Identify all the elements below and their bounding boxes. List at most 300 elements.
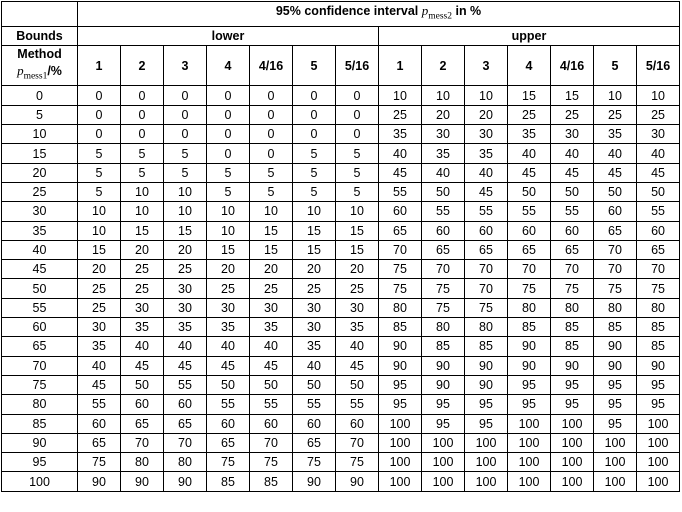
row-method-value: 45 (2, 260, 78, 279)
title-variable: $p_{mess2}$ (421, 3, 452, 22)
row-method-value: 50 (2, 279, 78, 298)
upper-bound-cell: 100 (637, 453, 680, 472)
lower-bound-cell: 15 (207, 240, 250, 259)
lower-bound-cell: 70 (164, 433, 207, 452)
lower-bound-cell: 15 (121, 221, 164, 240)
lower-bound-cell: 25 (250, 279, 293, 298)
lower-bound-cell: 35 (78, 337, 121, 356)
table-row (2, 221, 680, 240)
lower-bound-cell: 75 (250, 453, 293, 472)
upper-bound-cell: 55 (465, 202, 508, 221)
table-row (2, 433, 680, 452)
upper-bound-cell: 90 (465, 356, 508, 375)
upper-bound-cell: 35 (508, 125, 551, 144)
lower-bound-cell: 5 (336, 163, 379, 182)
row-method-value: 95 (2, 453, 78, 472)
row-method-value: 20 (2, 163, 78, 182)
lower-bound-cell: 55 (78, 395, 121, 414)
upper-bound-cell: 75 (379, 279, 422, 298)
lower-bound-cell: 10 (121, 202, 164, 221)
lower-bound-cell: 10 (207, 202, 250, 221)
upper-bound-cell: 85 (551, 318, 594, 337)
upper-bound-cell: 100 (508, 414, 551, 433)
lower-bound-cell: 0 (293, 86, 336, 105)
lower-bound-cell: 60 (336, 414, 379, 433)
upper-bound-cell: 100 (465, 433, 508, 452)
row-method-value: 90 (2, 433, 78, 452)
lower-bound-cell: 40 (78, 356, 121, 375)
lower-bound-cell: 30 (293, 298, 336, 317)
row-method-value: 80 (2, 395, 78, 414)
table-row (2, 298, 680, 317)
lower-bound-cell: 25 (78, 279, 121, 298)
lower-bound-cell: 0 (121, 125, 164, 144)
upper-col-header: 3 (465, 45, 508, 86)
table-row (2, 163, 680, 182)
lower-bound-cell: 25 (78, 298, 121, 317)
method-label: Method (17, 46, 62, 61)
upper-bound-cell: 20 (422, 105, 465, 124)
upper-bound-cell: 100 (379, 433, 422, 452)
row-method-value: 15 (2, 144, 78, 163)
upper-col-header: 4 (508, 45, 551, 86)
upper-col-header: 2 (422, 45, 465, 86)
upper-bound-cell: 90 (422, 356, 465, 375)
upper-bound-cell: 70 (422, 260, 465, 279)
lower-bound-cell: 40 (293, 356, 336, 375)
upper-bound-cell: 75 (422, 279, 465, 298)
upper-bound-cell: 10 (594, 86, 637, 105)
upper-bound-cell: 85 (637, 337, 680, 356)
upper-bound-cell: 35 (594, 125, 637, 144)
lower-bound-cell: 0 (250, 125, 293, 144)
upper-bound-cell: 95 (465, 395, 508, 414)
lower-bound-cell: 70 (250, 433, 293, 452)
lower-bound-cell: 20 (164, 240, 207, 259)
lower-bound-cell: 0 (164, 105, 207, 124)
upper-bound-cell: 60 (551, 221, 594, 240)
lower-bound-cell: 15 (336, 221, 379, 240)
upper-bound-cell: 90 (379, 337, 422, 356)
lower-bound-cell: 0 (121, 86, 164, 105)
table-row (2, 182, 680, 201)
lower-bound-cell: 40 (207, 337, 250, 356)
lower-bound-cell: 40 (164, 337, 207, 356)
lower-col-header: 4 (207, 45, 250, 86)
lower-bound-cell: 40 (121, 337, 164, 356)
lower-bound-cell: 0 (293, 125, 336, 144)
lower-bound-cell: 90 (293, 472, 336, 491)
upper-bound-cell: 75 (465, 298, 508, 317)
table-row (2, 144, 680, 163)
lower-bound-cell: 45 (250, 356, 293, 375)
lower-bound-cell: 30 (207, 298, 250, 317)
lower-col-header: 2 (121, 45, 164, 86)
upper-bound-cell: 60 (379, 202, 422, 221)
row-method-value: 85 (2, 414, 78, 433)
lower-bound-cell: 30 (164, 279, 207, 298)
lower-bound-cell: 40 (336, 337, 379, 356)
upper-bound-cell: 100 (508, 472, 551, 491)
upper-bound-cell: 100 (594, 433, 637, 452)
upper-bound-cell: 55 (379, 182, 422, 201)
upper-bound-cell: 75 (422, 298, 465, 317)
upper-bound-cell: 25 (551, 105, 594, 124)
lower-bound-cell: 25 (121, 260, 164, 279)
upper-bound-cell: 95 (379, 395, 422, 414)
lower-bound-cell: 50 (207, 375, 250, 394)
lower-bound-cell: 5 (121, 163, 164, 182)
upper-bound-cell: 100 (551, 433, 594, 452)
lower-bound-cell: 10 (207, 221, 250, 240)
lower-bound-cell: 0 (250, 105, 293, 124)
upper-bound-cell: 80 (379, 298, 422, 317)
lower-bound-cell: 5 (207, 163, 250, 182)
lower-bound-cell: 75 (336, 453, 379, 472)
lower-bound-cell: 25 (293, 279, 336, 298)
upper-bound-cell: 90 (551, 356, 594, 375)
upper-bound-cell: 50 (637, 182, 680, 201)
upper-bound-cell: 70 (551, 260, 594, 279)
upper-bound-cell: 55 (422, 202, 465, 221)
upper-bound-cell: 40 (465, 163, 508, 182)
upper-bound-cell: 70 (508, 260, 551, 279)
lower-bound-cell: 35 (164, 318, 207, 337)
upper-bound-cell: 95 (379, 375, 422, 394)
lower-bound-cell: 90 (164, 472, 207, 491)
lower-bound-cell: 0 (207, 105, 250, 124)
upper-bound-cell: 60 (465, 221, 508, 240)
upper-bound-cell: 70 (594, 260, 637, 279)
upper-bound-cell: 70 (594, 240, 637, 259)
upper-bound-cell: 10 (465, 86, 508, 105)
lower-bound-cell: 0 (207, 144, 250, 163)
upper-bound-cell: 100 (551, 414, 594, 433)
lower-bound-cell: 35 (121, 318, 164, 337)
upper-bound-cell: 100 (422, 453, 465, 472)
upper-bound-cell: 80 (508, 298, 551, 317)
upper-bound-cell: 90 (379, 356, 422, 375)
lower-bound-cell: 55 (207, 395, 250, 414)
lower-bound-cell: 0 (121, 105, 164, 124)
lower-bound-cell: 15 (336, 240, 379, 259)
upper-bound-cell: 10 (637, 86, 680, 105)
row-method-value: 65 (2, 337, 78, 356)
lower-bound-cell: 10 (78, 202, 121, 221)
lower-bound-cell: 60 (250, 414, 293, 433)
lower-bound-cell: 5 (336, 182, 379, 201)
upper-bound-cell: 45 (551, 163, 594, 182)
lower-bound-cell: 35 (293, 337, 336, 356)
upper-bound-cell: 15 (551, 86, 594, 105)
table-row (2, 105, 680, 124)
lower-col-header: 4/16 (250, 45, 293, 86)
lower-bound-cell: 65 (78, 433, 121, 452)
upper-bound-cell: 40 (379, 144, 422, 163)
lower-bound-cell: 35 (207, 318, 250, 337)
lower-bound-cell: 60 (293, 414, 336, 433)
method-variable: $p_{mess1}$ (17, 62, 48, 82)
upper-bound-cell: 95 (594, 395, 637, 414)
upper-bound-cell: 65 (594, 221, 637, 240)
row-method-value: 5 (2, 105, 78, 124)
lower-bound-cell: 0 (336, 86, 379, 105)
lower-bound-cell: 5 (78, 163, 121, 182)
upper-bound-cell: 80 (637, 298, 680, 317)
upper-bound-cell: 100 (508, 433, 551, 452)
upper-bound-cell: 65 (637, 240, 680, 259)
table-row (2, 356, 680, 375)
lower-bound-cell: 5 (121, 144, 164, 163)
upper-bound-cell: 85 (465, 337, 508, 356)
upper-bound-cell: 85 (637, 318, 680, 337)
lower-bound-cell: 35 (250, 318, 293, 337)
upper-bound-cell: 15 (508, 86, 551, 105)
upper-bound-cell: 25 (637, 105, 680, 124)
lower-bound-cell: 0 (164, 125, 207, 144)
lower-bound-cell: 10 (293, 202, 336, 221)
table-row (2, 337, 680, 356)
upper-bound-cell: 95 (422, 414, 465, 433)
upper-bound-cell: 30 (551, 125, 594, 144)
upper-bound-cell: 45 (465, 182, 508, 201)
lower-bound-cell: 15 (78, 240, 121, 259)
lower-group-header: lower (78, 26, 379, 45)
lower-bound-cell: 0 (250, 144, 293, 163)
lower-bound-cell: 30 (250, 298, 293, 317)
upper-bound-cell: 70 (637, 260, 680, 279)
upper-bound-cell: 60 (637, 221, 680, 240)
upper-bound-cell: 60 (594, 202, 637, 221)
upper-bound-cell: 50 (508, 182, 551, 201)
lower-bound-cell: 0 (336, 105, 379, 124)
upper-bound-cell: 45 (594, 163, 637, 182)
lower-bound-cell: 60 (78, 414, 121, 433)
row-method-value: 40 (2, 240, 78, 259)
title-suffix: in % (452, 4, 482, 18)
lower-bound-cell: 5 (293, 163, 336, 182)
lower-bound-cell: 50 (336, 375, 379, 394)
upper-bound-cell: 100 (637, 433, 680, 452)
upper-bound-cell: 85 (508, 318, 551, 337)
upper-bound-cell: 90 (422, 375, 465, 394)
upper-bound-cell: 20 (465, 105, 508, 124)
lower-bound-cell: 10 (250, 202, 293, 221)
lower-bound-cell: 0 (207, 86, 250, 105)
table-row (2, 453, 680, 472)
lower-bound-cell: 20 (207, 260, 250, 279)
upper-bound-cell: 95 (422, 395, 465, 414)
table-row (2, 86, 680, 105)
table-row (2, 395, 680, 414)
lower-col-header: 5 (293, 45, 336, 86)
upper-bound-cell: 75 (551, 279, 594, 298)
upper-bound-cell: 30 (422, 125, 465, 144)
upper-bound-cell: 65 (551, 240, 594, 259)
upper-bound-cell: 75 (637, 279, 680, 298)
lower-bound-cell: 55 (293, 395, 336, 414)
lower-bound-cell: 0 (78, 105, 121, 124)
lower-bound-cell: 15 (293, 240, 336, 259)
lower-bound-cell: 15 (250, 221, 293, 240)
upper-bound-cell: 55 (551, 202, 594, 221)
lower-bound-cell: 45 (164, 356, 207, 375)
lower-bound-cell: 10 (164, 202, 207, 221)
title-prefix: 95% confidence interval (275, 4, 422, 18)
lower-bound-cell: 25 (121, 279, 164, 298)
bounds-label: Bounds (2, 26, 78, 45)
upper-bound-cell: 55 (508, 202, 551, 221)
upper-bound-cell: 100 (465, 453, 508, 472)
upper-bound-cell: 50 (551, 182, 594, 201)
upper-bound-cell: 40 (637, 144, 680, 163)
table-row (2, 202, 680, 221)
upper-col-header: 1 (379, 45, 422, 86)
upper-bound-cell: 90 (508, 356, 551, 375)
upper-bound-cell: 75 (379, 260, 422, 279)
lower-bound-cell: 20 (336, 260, 379, 279)
upper-col-header: 5 (594, 45, 637, 86)
upper-bound-cell: 90 (637, 356, 680, 375)
upper-bound-cell: 95 (637, 395, 680, 414)
upper-bound-cell: 75 (594, 279, 637, 298)
lower-bound-cell: 0 (207, 125, 250, 144)
lower-bound-cell: 50 (121, 375, 164, 394)
lower-bound-cell: 80 (164, 453, 207, 472)
upper-bound-cell: 95 (551, 375, 594, 394)
lower-col-header: 3 (164, 45, 207, 86)
upper-bound-cell: 85 (379, 318, 422, 337)
lower-bound-cell: 0 (250, 86, 293, 105)
lower-bound-cell: 5 (164, 163, 207, 182)
lower-bound-cell: 75 (78, 453, 121, 472)
upper-bound-cell: 95 (594, 414, 637, 433)
upper-bound-cell: 100 (594, 453, 637, 472)
upper-bound-cell: 75 (508, 279, 551, 298)
lower-bound-cell: 0 (78, 86, 121, 105)
table-title (78, 2, 680, 27)
upper-bound-cell: 100 (422, 472, 465, 491)
row-method-value: 60 (2, 318, 78, 337)
upper-bound-cell: 25 (594, 105, 637, 124)
table-row (2, 375, 680, 394)
upper-bound-cell: 70 (465, 279, 508, 298)
upper-bound-cell: 55 (637, 202, 680, 221)
lower-bound-cell: 90 (78, 472, 121, 491)
upper-bound-cell: 95 (551, 395, 594, 414)
upper-bound-cell: 45 (508, 163, 551, 182)
lower-bound-cell: 15 (250, 240, 293, 259)
corner-cell (2, 2, 78, 27)
upper-bound-cell: 35 (379, 125, 422, 144)
lower-bound-cell: 55 (336, 395, 379, 414)
lower-bound-cell: 45 (78, 375, 121, 394)
table-row (2, 125, 680, 144)
upper-group-header: upper (379, 26, 680, 45)
table-row (2, 240, 680, 259)
lower-bound-cell: 15 (293, 221, 336, 240)
lower-bound-cell: 5 (250, 182, 293, 201)
upper-bound-cell: 70 (379, 240, 422, 259)
upper-bound-cell: 100 (508, 453, 551, 472)
table-row (2, 472, 680, 491)
upper-bound-cell: 10 (422, 86, 465, 105)
table-row (2, 260, 680, 279)
lower-bound-cell: 65 (164, 414, 207, 433)
table-row (2, 279, 680, 298)
lower-bound-cell: 30 (121, 298, 164, 317)
lower-bound-cell: 45 (207, 356, 250, 375)
upper-bound-cell: 100 (637, 472, 680, 491)
upper-col-header: 5/16 (637, 45, 680, 86)
upper-bound-cell: 40 (422, 163, 465, 182)
lower-bound-cell: 5 (78, 182, 121, 201)
upper-bound-cell: 100 (551, 472, 594, 491)
upper-bound-cell: 65 (465, 240, 508, 259)
upper-bound-cell: 100 (379, 472, 422, 491)
upper-bound-cell: 90 (594, 337, 637, 356)
method-header (2, 45, 78, 86)
upper-bound-cell: 90 (465, 375, 508, 394)
confidence-interval-table (1, 1, 680, 492)
lower-col-header: 1 (78, 45, 121, 86)
lower-bound-cell: 75 (293, 453, 336, 472)
upper-bound-cell: 50 (594, 182, 637, 201)
row-method-value: 35 (2, 221, 78, 240)
upper-bound-cell: 10 (379, 86, 422, 105)
upper-bound-cell: 25 (379, 105, 422, 124)
lower-bound-cell: 40 (250, 337, 293, 356)
upper-bound-cell: 95 (637, 375, 680, 394)
upper-col-header: 4/16 (551, 45, 594, 86)
lower-bound-cell: 5 (78, 144, 121, 163)
table-body (2, 86, 680, 491)
lower-bound-cell: 65 (121, 414, 164, 433)
lower-bound-cell: 25 (336, 279, 379, 298)
upper-bound-cell: 65 (508, 240, 551, 259)
upper-bound-cell: 25 (508, 105, 551, 124)
lower-bound-cell: 5 (207, 182, 250, 201)
upper-bound-cell: 40 (551, 144, 594, 163)
upper-bound-cell: 30 (465, 125, 508, 144)
upper-bound-cell: 95 (508, 375, 551, 394)
lower-bound-cell: 0 (336, 125, 379, 144)
lower-bound-cell: 0 (78, 125, 121, 144)
lower-bound-cell: 10 (336, 202, 379, 221)
lower-bound-cell: 10 (164, 182, 207, 201)
lower-bound-cell: 15 (164, 221, 207, 240)
upper-bound-cell: 100 (637, 414, 680, 433)
upper-bound-cell: 85 (422, 337, 465, 356)
row-method-value: 30 (2, 202, 78, 221)
upper-bound-cell: 80 (422, 318, 465, 337)
lower-bound-cell: 25 (207, 279, 250, 298)
upper-bound-cell: 45 (379, 163, 422, 182)
lower-bound-cell: 5 (293, 182, 336, 201)
upper-bound-cell: 50 (422, 182, 465, 201)
lower-bound-cell: 90 (336, 472, 379, 491)
lower-bound-cell: 30 (78, 318, 121, 337)
lower-bound-cell: 55 (250, 395, 293, 414)
lower-bound-cell: 70 (121, 433, 164, 452)
lower-bound-cell: 55 (164, 375, 207, 394)
upper-bound-cell: 65 (379, 221, 422, 240)
upper-bound-cell: 100 (422, 433, 465, 452)
row-method-value: 100 (2, 472, 78, 491)
upper-bound-cell: 90 (508, 337, 551, 356)
table-row (2, 414, 680, 433)
upper-bound-cell: 40 (508, 144, 551, 163)
